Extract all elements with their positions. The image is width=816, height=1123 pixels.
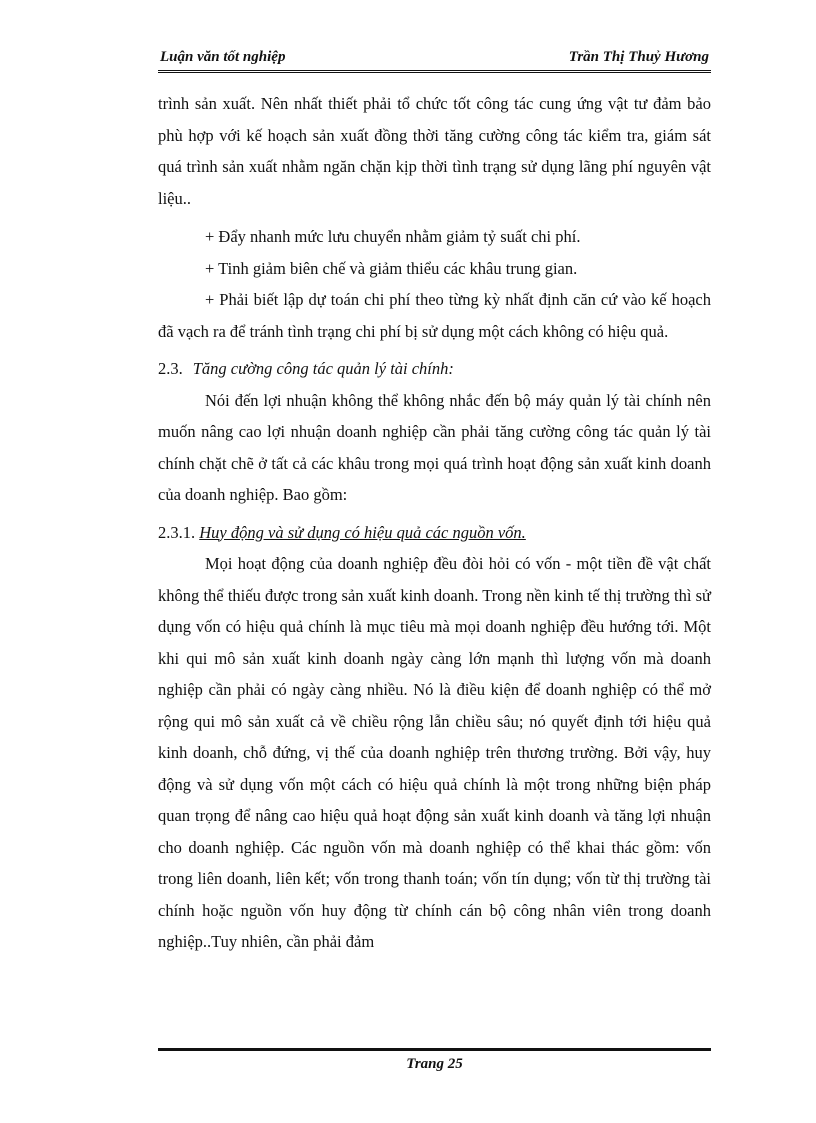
paragraph: Nói đến lợi nhuận không thể không nhắc đến bộ máy quản lý tài chính nên muốn nâng cao lợi nhuận doanh nghiệp cần phải tăng cường công tác quản lý tài chính chặt chẽ ở tất cả các khâu trong mọi quá trình hoạt động sản xuất kinh doanh của doanh nghiệp. Bao gồm: xyxy=(158,390,711,504)
subsection-title: Huy động và sử dụng có hiệu quả các nguồn vốn. xyxy=(199,522,526,542)
footer-divider xyxy=(158,1048,711,1051)
page-header xyxy=(158,44,711,73)
subsection-heading xyxy=(158,517,711,549)
section-heading xyxy=(158,353,711,385)
header-title: Luận văn tốt nghiệp xyxy=(160,49,286,65)
section-number: 2.3. xyxy=(158,359,183,378)
subsection-number: 2.3.1. xyxy=(158,522,196,542)
page-body xyxy=(158,88,711,958)
bullet-item: + Tinh giảm biên chế và giảm thiểu các khâu trung gian. xyxy=(205,258,578,278)
paragraph-continuation: trình sản xuất. Nên nhất thiết phải tổ chức tốt công tác cung ứng vật tư đảm bảo phù hợp với kế hoạch sản xuất đồng thời tăng cường công tác kiểm tra, giám sát quá trình sản xuất nhằm ngăn chặn kịp thời tình trạng sử dụng lãng phí nguyên vật liệu.. xyxy=(158,94,711,208)
header-author: Trần Thị Thuỷ Hương xyxy=(568,49,709,65)
bullet-item: + Đẩy nhanh mức lưu chuyển nhằm giảm tỷ suất chi phí. xyxy=(205,227,581,246)
section-title: Tăng cường công tác quản lý tài chính: xyxy=(192,359,454,378)
page-number: Trang 25 xyxy=(406,1056,463,1072)
bullet-item: + Phải biết lập dự toán chi phí theo từng kỳ nhất định căn cứ vào kế hoạch đã vạch ra để tránh tình trạng chi phí bị sử dụng một cách không có hiệu quả. xyxy=(158,290,711,341)
paragraph: Mọi hoạt động của doanh nghiệp đều đòi hỏi có vốn - một tiền đề vật chất không thể thiếu được trong sản xuất kinh doanh. Trong nền kinh tế thị trường thì sử dụng vốn có hiệu quả chính là mục tiêu mà mọi doanh nghiệp đều hướng tới. Một khi qui mô sản xuất kinh doanh ngày càng lớn mạnh thì lượng vốn mà doanh nghiệp cần phải có ngày càng nhiều. Nó là điều kiện để doanh nghiệp có thể mở rộng qui mô sản xuất cả về chiều rộng lẫn chiều sâu; nó quyết định tới hiệu quả kinh doanh, chỗ đứng, vị thế của doanh nghiệp trên thương trường. Bởi vậy, huy động và sử dụng vốn một cách có hiệu quả chính là một trong những biện pháp quan trọng để nâng cao hiệu quả hoạt động sản xuất kinh doanh và tăng lợi nhuận cho doanh nghiệp. Các nguồn vốn mà doanh nghiệp có thể khai thác gồm: vốn trong liên doanh, liên kết; vốn trong thanh toán; vốn tín dụng; vốn từ thị trường tài chính hoặc nguồn vốn huy động từ chính cán bộ công nhân viên trong doanh nghiệp..Tuy nhiên, cần phải đảm xyxy=(158,554,711,951)
